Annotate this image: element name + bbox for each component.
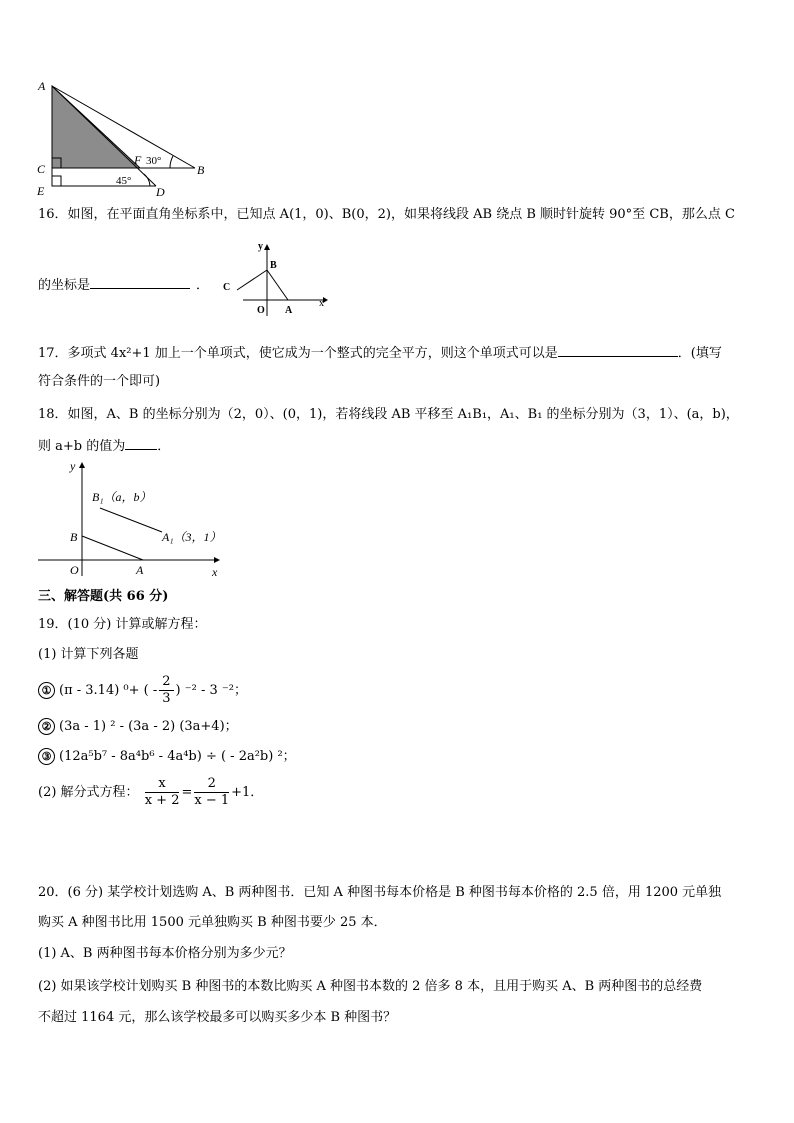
question-18: 18．如图，A、B 的坐标分别为（2，0）、(0，1)，若将线段 AB 平移至 A₁B₁，A₁、B₁ 的坐标分别为（3，1）、(a，b)， <box>38 407 739 422</box>
q19-p2-label: (2) 解分式方程： <box>38 785 139 800</box>
angle-arc-30 <box>170 156 173 168</box>
label-C: C <box>37 162 46 176</box>
label-45: 45° <box>116 175 132 187</box>
q19-item1-number: ① <box>38 682 55 699</box>
label-A: A <box>285 305 293 316</box>
question-20-part2: (2) 如果该学校计划购买 B 种图书的本数比购买 A 种图书本数的 2 倍多 8 本，且用于购买 A、B 两种图书的总经费 <box>38 979 703 994</box>
frac1-den: x + 2 <box>144 793 180 808</box>
label-y: y <box>70 459 76 473</box>
label-A1: A₁（3，1） <box>162 530 222 544</box>
label-O: O <box>70 563 79 577</box>
y-axis-arrow <box>264 244 270 250</box>
question-20-line2: 购买 A 种图书比用 1500 元单独购买 B 种图书要少 25 本． <box>38 915 387 930</box>
q19-item2: (3a - 1) ² - (3a - 2) (3a+4)； <box>59 719 238 734</box>
coordinate-figure-16 <box>215 238 330 318</box>
question-16: 16．如图，在平面直角坐标系中，已知点 A(1，0)、B(0，2)，如果将线段 AB 绕点 B 顺时针旋转 90°至 CB，那么点 C <box>38 207 735 222</box>
q19-item1-b: ) ⁻² - 3 ⁻²； <box>175 683 247 698</box>
question-18-answer-line <box>38 436 170 456</box>
y-axis-arrow <box>79 462 85 468</box>
q16-prompt: 的坐标是 <box>38 278 91 293</box>
frac2-den: x − 1 <box>194 793 230 808</box>
segment-AB <box>82 536 143 560</box>
frac-num: 2 <box>159 674 173 691</box>
question-16-answer-line <box>38 275 209 295</box>
section-3-heading: 三、解答题(共 66 分) <box>38 589 169 604</box>
label-A: A <box>38 79 46 93</box>
question-20-part2-cont: 不超过 1164 元，那么该学校最多可以购买多少本 B 种图书？ <box>38 1010 397 1025</box>
label-B: B <box>270 260 277 271</box>
label-B1: B₁（a，b） <box>92 490 152 504</box>
frac2-num: 2 <box>194 776 229 793</box>
question-17 <box>38 343 722 363</box>
fraction-2-over-x-minus-1 <box>194 776 229 809</box>
label-B: B <box>70 530 78 544</box>
q19-item2-number: ② <box>38 718 55 735</box>
equation-tail: +1． <box>231 785 264 800</box>
label-x: x <box>319 298 324 309</box>
frac-den: 3 <box>162 691 171 706</box>
q19-item-2 <box>38 718 238 736</box>
label-D: D <box>156 185 165 199</box>
q17-tail: ．(填写 <box>677 346 722 361</box>
segment-A1B1 <box>100 508 162 532</box>
question-17-cont: 符合条件的一个即可) <box>38 374 161 389</box>
q18-answer-blank[interactable] <box>125 436 157 450</box>
label-x: x <box>212 565 218 579</box>
equals-sign: = <box>181 785 193 800</box>
q19-part2 <box>38 776 263 809</box>
right-angle-mark-E <box>52 176 61 186</box>
q16-period: ． <box>196 278 210 293</box>
q19-item1-a: (π - 3.14) ⁰+ ( - <box>59 683 158 698</box>
q19-item-1 <box>38 674 247 707</box>
label-E: E <box>37 184 45 198</box>
segment-BA <box>267 270 288 300</box>
q19-item3: (12a⁵b⁷ - 8a⁴b⁶ - 4a⁴b) ÷ ( - 2a²b) ²； <box>59 749 296 764</box>
segment-BC <box>237 270 267 290</box>
fraction-two-thirds <box>159 674 173 707</box>
q18-prompt: 则 a+b 的值为 <box>38 439 126 454</box>
label-B: B <box>197 163 205 177</box>
label-O: O <box>257 305 265 316</box>
x-axis-arrow <box>214 557 220 563</box>
label-30: 30° <box>146 155 162 167</box>
q19-item3-number: ③ <box>38 748 55 765</box>
label-C: C <box>223 282 231 293</box>
triangle-figure-15 <box>30 78 220 200</box>
q17-answer-blank[interactable] <box>558 343 678 357</box>
frac1-num: x <box>145 776 180 793</box>
question-19: 19．(10 分) 计算或解方程： <box>38 617 207 632</box>
q17-text: 17．多项式 4x²+1 加上一个单项式，使它成为一个整式的完全平方，则这个单项式可以是 <box>38 346 558 361</box>
q19-part1: (1) 计算下列各题 <box>38 647 139 662</box>
q18-period: ． <box>157 439 171 454</box>
question-20-part1: (1) A、B 两种图书每本价格分别为多少元？ <box>38 946 292 961</box>
q19-item-3 <box>38 748 296 766</box>
label-y: y <box>258 241 263 252</box>
question-20: 20．(6 分) 某学校计划选购 A、B 两种图书．已知 A 种图书每本价格是 B 种图书每本价格的 2.5 倍，用 1200 元单独 <box>38 885 722 900</box>
q16-answer-blank[interactable] <box>90 275 190 289</box>
fraction-x-over-x-plus-2 <box>145 776 180 809</box>
label-A: A <box>136 563 144 577</box>
coordinate-figure-18 <box>36 456 236 581</box>
label-F: F <box>134 153 142 167</box>
